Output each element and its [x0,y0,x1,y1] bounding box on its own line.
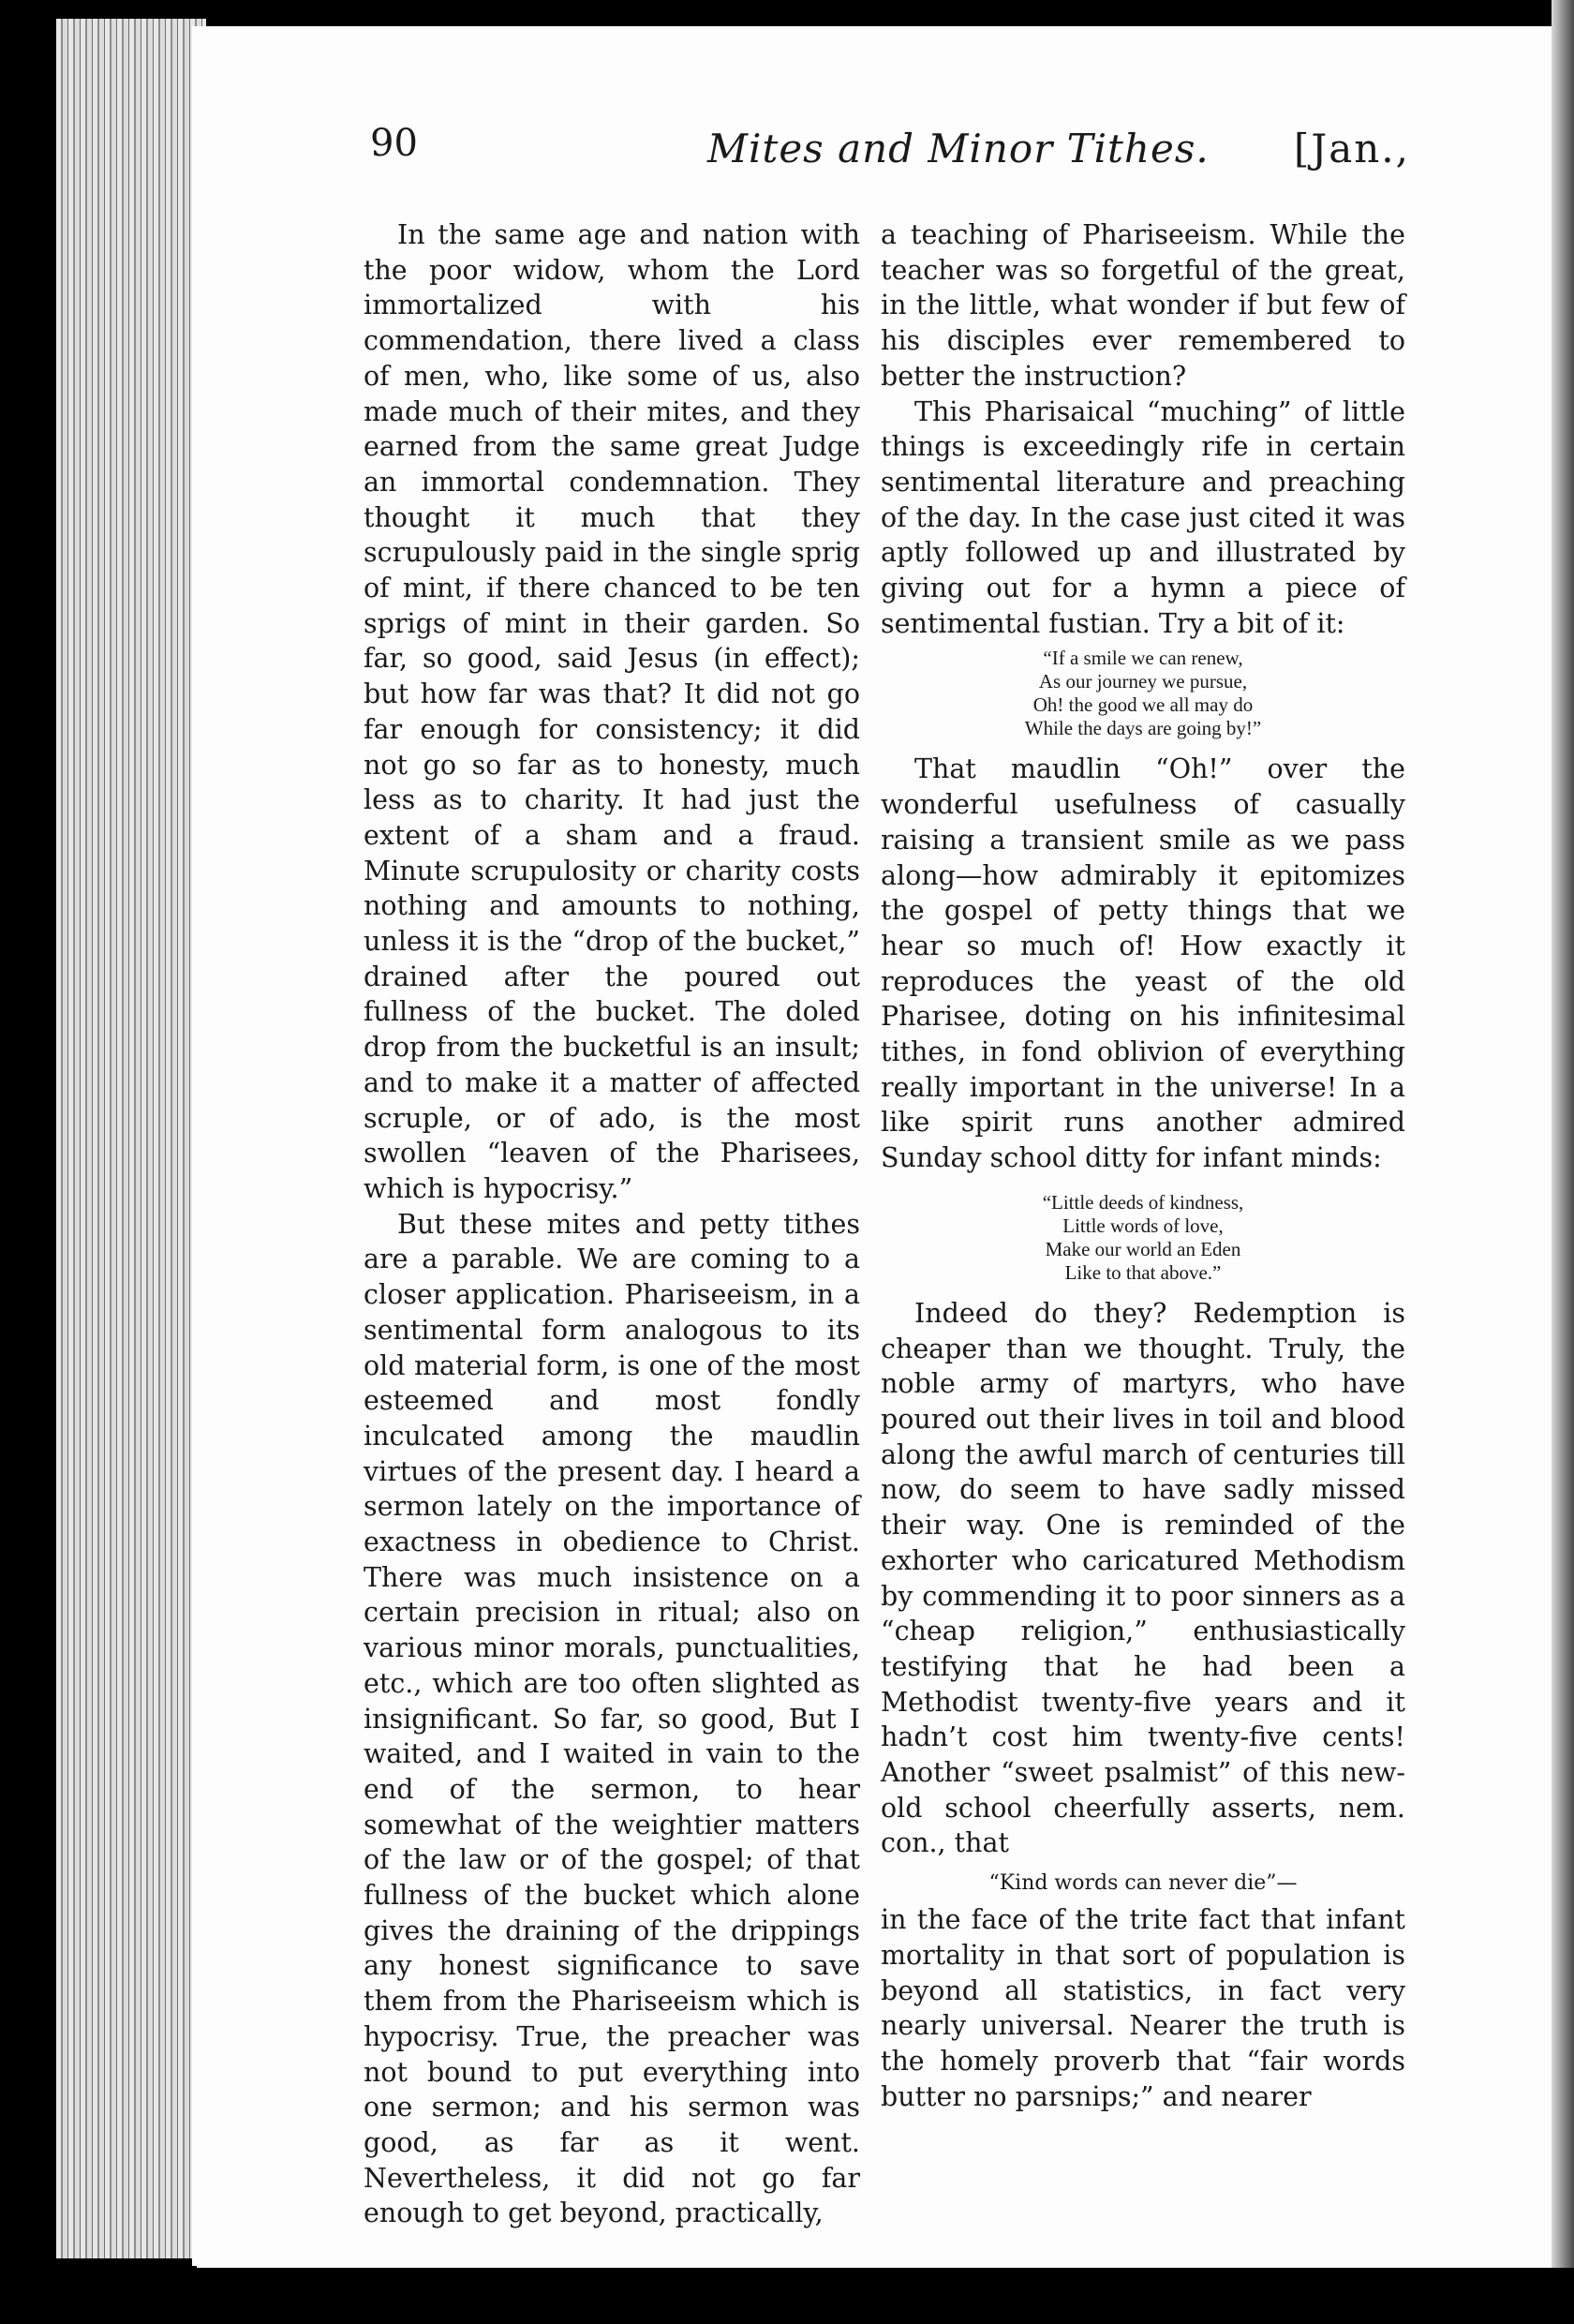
paragraph: But these mites and petty tithes are a parable. We are coming to a closer application. Phariseeism, in a sentimental form analogous to its old material form, is one of the most esteemed and most fondly inculcated among the maudlin virtues of the present day. I heard a sermon lately on the importance of exactness in obedience to Christ. There was much insistence on a certain precision in ritual; also on various minor morals, punctualities, etc., which are too often slighted as insignificant. So far, so good, But I waited, and I waited in vain to the end of the sermon, to hear somewhat of the weightier matters of the law or of the gospel; of that fullness of the bucket which alone gives the draining of the drippings any honest significance to save them from the Phariseeism which is hypocrisy. True, the preacher was not bound to put everything into one sermon; and his sermon was good, as far as it went. Nevertheless, it did not go far enough to get beyond, practically, [364,1208,860,2229]
verse-quote [881,1191,1405,1285]
running-header [370,122,1410,187]
paragraph: In the same age and nation with the poor widow, whom the Lord immortalized with his commendation, there lived a class of men, who, like some of us, also made much of their mites, and they earned from the same great Judge an immortal condemnation. They thought it much that they scrupulously paid in the single sprig of mint, if there chanced to be ten sprigs of mint in their garden. So far, so good, said Jesus (in effect); but how far was that? It did not go far enough for consistency; it did not go so far as to honesty, much less as to charity. It had just the extent of a sham and a fraud. Minute scrupulosity or charity costs nothing and amounts to nothing, unless it is the “drop of the bucket,” drained after the poured out fullness of the bucket. The doled drop from the bucketful is an insult; and to make it a matter of affected scruple, or of ado, is the most swollen “leaven of the Pharisees, which is hypocrisy.” [364,219,860,1204]
verse-line: Make our world an Eden [1045,1237,1241,1260]
verse-line: “If a smile we can renew, [1043,647,1243,670]
scan-top-border [0,0,1574,28]
verse-line: “Little deeds of kindness, [1042,1190,1244,1214]
running-title: Mites and Minor Tithes. [707,126,1210,171]
verse-line: Oh! the good we all may do [1032,693,1254,717]
verse-line: Like to that above.” [1064,1260,1222,1284]
verse-quote [881,647,1405,740]
paragraph: That maudlin “Oh!” over the wonderful usefulness of casually raising a transient smile as we pass along—how admirably it epitomizes the gospel of petty things that we hear so much of! How exactly it reproduces the yeast of the old Pharisee, doting on his infinitesimal tithes, in fond oblivion of everything really important in the universe! In a like spirit runs another admired Sunday school ditty for infant minds: [881,753,1405,1174]
running-date: [Jan., [1293,126,1410,171]
scan-right-shadow [1552,0,1574,2324]
left-column [364,217,860,2231]
page-number: 90 [370,122,418,165]
paragraph: in the face of the trite fact that infant mortality in that sort of population is beyond all statistics, in fact very nearly universal. Nearer the truth is the homely proverb that “fair words butter no parsnips;” and nearer [881,1904,1405,2112]
paragraph: This Pharisaical “muching” of little things is exceedingly rife in certain sentimental literature and preaching of the day. In the case just cited it was aptly followed up and illustrated by giving out for a hymn a piece of sentimental fustian. Try a bit of it: [881,395,1405,639]
verse-quote: “Kind words can never die”— [988,1871,1298,1896]
page-edges [56,19,206,2258]
verse-line: While the days are going by!” [1024,717,1262,740]
scan-bottom-border [0,2268,1574,2324]
right-column [881,217,1405,2114]
paragraph: a teaching of Phariseeism. While the teacher was so forgetful of the great, in the little, what wonder if but few of his disciples ever remembered to better the instruction? [881,219,1405,392]
paragraph: Indeed do they? Redemption is cheaper than we thought. Truly, the noble army of martyrs, who have poured out their lives in toil and blood along the awful march of centuries till now, do seem to have sadly missed their way. One is reminded of the exhorter who caricatured Methodism by commending it to poor sinners as a “cheap religion,” enthusiastically testifying that he had been a Methodist twenty-five years and it hadn’t cost him twenty-five cents! Another “sweet psalmist” of this new-old school cheerfully asserts, nem. con., that [881,1297,1405,1859]
verse-line: As our journey we pursue, [1038,670,1248,693]
verse-line: Little words of love, [1062,1214,1224,1237]
